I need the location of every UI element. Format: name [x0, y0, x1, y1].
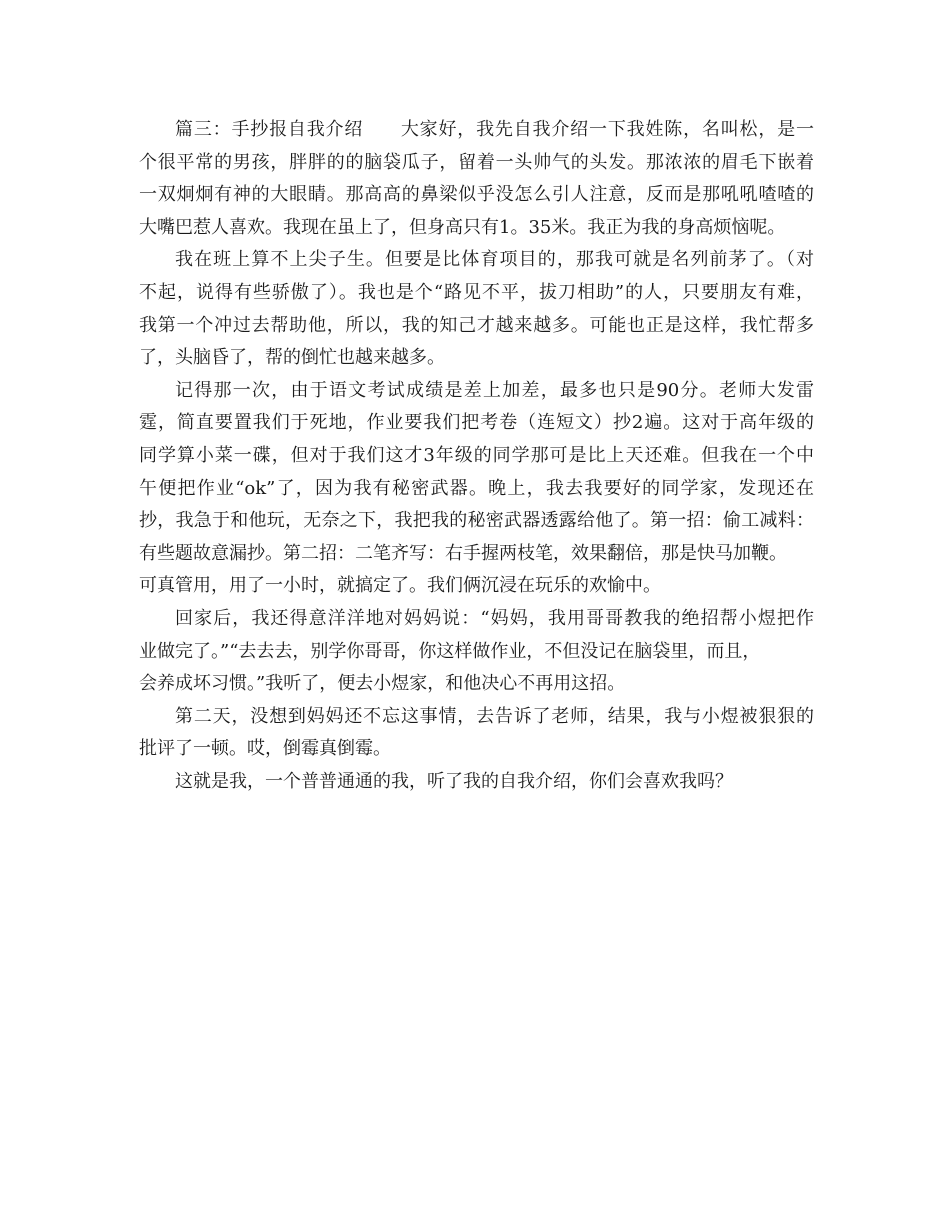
text-line-17: 业做完了。”“去去去，别学你哥哥，你这样做作业，不但没记在脑袋里，而且，	[139, 640, 761, 662]
text-line-13: 抄，我急于和他玩，无奈之下，我把我的秘密武器透露给他了。第一招：偷工减料：	[139, 510, 814, 532]
text-line-11: 同学算小菜一碟，但对于我们这才3年级的同学那可是比上天还难。但我在一个中	[139, 444, 814, 466]
text-line-1: 篇三：手抄报自我介绍 大家好，我先自我介绍一下我姓陈，名叫松，是一	[175, 119, 814, 140]
text-line-14: 有些题故意漏抄。第二招：二笔齐写：右手握两枝笔，效果翻倍，那是快马加鞭。	[139, 542, 787, 564]
text-line-19: 第二天，没想到妈妈还不忘这事情，去告诉了老师，结果，我与小煜被狠狠的	[175, 705, 814, 727]
text-line-21: 这就是我，一个普普通通的我，听了我的自我介绍，你们会喜欢我吗？	[175, 770, 733, 792]
text-line-10: 霆，简直要置我们于死地，作业要我们把考卷（连短文）抄2遍。这对于高年级的	[139, 412, 814, 434]
text-line-20: 批评了一顿。哎，倒霉真倒霉。	[139, 738, 391, 760]
text-line-15: 可真管用，用了一小时，就搞定了。我们俩沉浸在玩乐的欢愉中。	[139, 575, 661, 597]
text-line-4: 大嘴巴惹人喜欢。我现在虽上了，但身高只有1。35米。我正为我的身高烦恼呢。	[139, 216, 786, 238]
text-line-12: 午便把作业“ok”了，因为我有秘密武器。晚上，我去我要好的同学家，发现还在	[139, 477, 814, 499]
text-line-18: 会养成坏习惯。”我听了，便去小煜家，和他决心不再用这招。	[139, 673, 626, 695]
text-line-9: 记得那一次，由于语文考试成绩是差上加差，最多也只是90分。老师大发雷	[175, 379, 814, 401]
text-line-2: 个很平常的男孩，胖胖的的脑袋瓜子，留着一头帅气的头发。那浓浓的眉毛下嵌着	[139, 151, 814, 173]
text-line-16: 回家后，我还得意洋洋地对妈妈说：“妈妈，我用哥哥教我的绝招帮小煜把作	[175, 607, 814, 629]
document-body	[139, 114, 814, 798]
text-line-6: 不起，说得有些骄傲了）。我也是个“路见不平，拔刀相助”的人，只要朋友有难，	[139, 281, 814, 303]
text-line-5: 我在班上算不上尖子生。但要是比体育项目的，那我可就是名列前茅了。（对	[175, 249, 814, 271]
text-line-7: 我第一个冲过去帮助他，所以，我的知己才越来越多。可能也正是这样，我忙帮多	[139, 314, 814, 336]
text-line-3: 一双炯炯有神的大眼睛。那高高的鼻梁似乎没怎么引人注意，反而是那吼吼喳喳的	[139, 184, 814, 206]
text-line-8: 了，头脑昏了，帮的倒忙也越来越多。	[139, 347, 445, 369]
